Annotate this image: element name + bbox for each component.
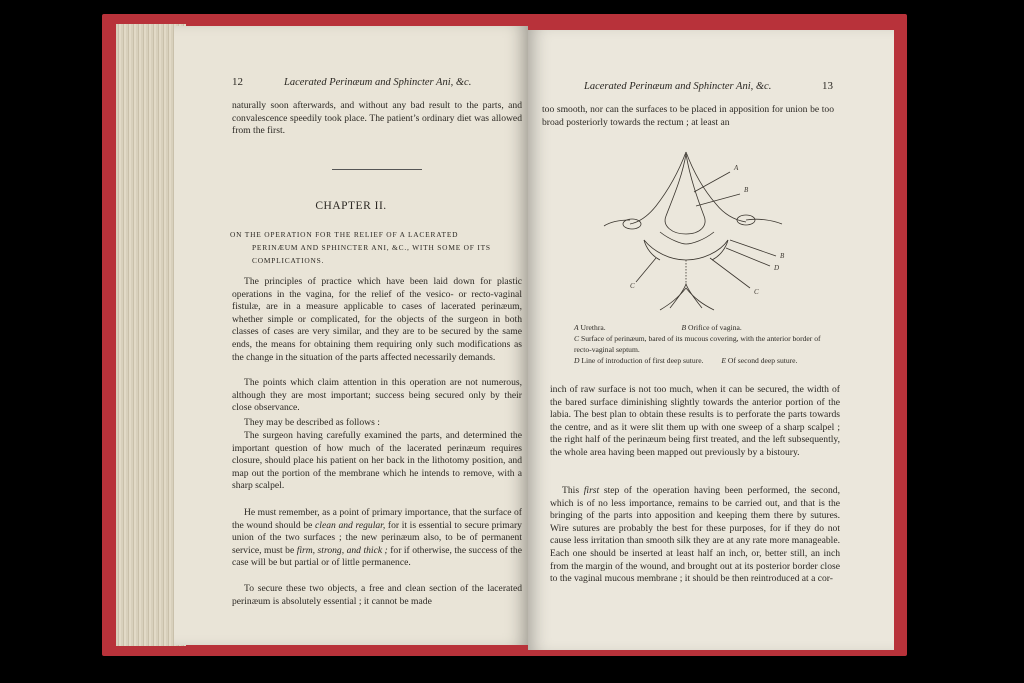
figure-label-d: D bbox=[774, 264, 780, 272]
caption-line-c bbox=[574, 333, 836, 355]
section-rule bbox=[332, 169, 422, 170]
caption-urethra: Urethra. bbox=[580, 323, 606, 332]
right-page-number: 13 bbox=[822, 80, 833, 92]
left-paragraph-4: The surgeon having carefully examined the parts, and determined the important question of how much of the lacerated perinæum requires closure, should place his patient on her back in the lithotomy position, and map out the portion of the membrane which he intends to remove, with a sharp scalpel. bbox=[232, 430, 522, 492]
right-page bbox=[528, 30, 894, 650]
caption-line-a-b bbox=[574, 322, 874, 333]
left-paragraph-5-emphasis-1: clean and regular, bbox=[315, 519, 386, 531]
left-paragraph-5-b: for it is essential to secure primary union of the two surfaces ; the new perinæum also, to be of permanent service, must be bbox=[232, 519, 522, 556]
left-paragraph-5 bbox=[232, 507, 522, 570]
caption-perineum: Surface of perinæum, bared of its mucous covering, with the anterior border of recto-vaginal septum. bbox=[574, 334, 821, 354]
left-page-number: 12 bbox=[232, 76, 243, 88]
left-paragraph-5-emphasis-2: firm, strong, and thick ; bbox=[296, 544, 388, 556]
caption-letter-b: B bbox=[681, 323, 687, 332]
caption-letter-a: A bbox=[574, 323, 579, 332]
left-paragraph-3: They may be described as follows : bbox=[244, 417, 380, 428]
caption-line-d-e bbox=[574, 355, 874, 366]
caption-second-suture: Of second deep suture. bbox=[727, 356, 798, 365]
right-paragraph-2 bbox=[550, 485, 840, 586]
chapter-subtitle-line-2: PERINÆUM AND SPHINCTER ANI, &C., WITH SOME OF ITS bbox=[252, 243, 491, 252]
right-paragraph-1: inch of raw surface is not too much, when it can be secured, the width of the bared surface diminishing slightly towards the anterior portion of the labia. The best plan to obtain these results is to perforate the parts towards the centre, and as it were slit them up with one sweep of a sharp scalpel ; the right half of the perinæum being first treated, and the left subsequently, the whole area having been mapped out previously by a bistoury. bbox=[550, 384, 840, 458]
left-paragraph-1: The principles of practice which have been laid down for plastic operations in the vagina, for the relief of the vesico- or recto-vaginal fistulæ, are in a measure applicable to cases of lacerated perinæum, whether simple or complicated, for the objects of the surgeon in both classes of cases are very similar, and they are to be secured by the same ends, the means for obtaining them requiring only such modifications as the change in the situation of the parts affected necessarily demands. bbox=[232, 276, 522, 363]
chapter-subtitle-line-1: ON THE OPERATION FOR THE RELIEF OF A LACERATED bbox=[230, 230, 459, 239]
caption-first-suture: Line of introduction of first deep suture. bbox=[581, 356, 704, 365]
right-paragraph-2-a: This bbox=[562, 485, 580, 496]
chapter-subtitle-line-3: COMPLICATIONS. bbox=[252, 256, 325, 265]
left-running-title: Lacerated Perinæum and Sphincter Ani, &c. bbox=[284, 77, 472, 88]
figure-label-c-left: C bbox=[630, 282, 635, 290]
figure-label-b-top: B bbox=[744, 186, 749, 194]
left-paragraph-6: To secure these two objects, a free and clean section of the lacerated perinæum is absolutely essential ; it cannot be made bbox=[232, 583, 522, 607]
chapter-subtitle bbox=[230, 228, 520, 267]
chapter-title: CHAPTER II. bbox=[315, 200, 387, 212]
caption-letter-c: C bbox=[574, 334, 580, 343]
caption-letter-d: D bbox=[574, 356, 580, 365]
right-running-title: Lacerated Perinæum and Sphincter Ani, &c. bbox=[584, 81, 772, 92]
left-paragraph-5-a: He must remember, as a point of primary importance, that the surface of the wound should be bbox=[232, 507, 522, 531]
right-paragraph-2-b: step of the operation having been performed, the second, which is of no less importance, remains to be carried out, and that is the bringing of the parts into apposition and keeping them there by sutures. Wire sutures are probably the best for these purposes, for if they do not cause less irritation than smooth silk they are at any rate more manageable. Each one should be inserted at least half an inch, or, better still, an inch from the margin of the wound, and brought out at its posterior border close to the vaginal mucous membrane ; it should be then reintroduced at a cor- bbox=[550, 485, 840, 585]
right-paragraph-2-emphasis: first bbox=[583, 485, 600, 496]
caption-letter-e: E bbox=[721, 356, 726, 365]
figure-label-b-bottom: B bbox=[780, 252, 785, 260]
left-paragraph-2: The points which claim attention in this operation are not numerous, although they are most important; success being secured only by their close observance. bbox=[232, 377, 522, 414]
anatomical-figure bbox=[600, 148, 820, 316]
figure-label-c-right: C bbox=[754, 288, 759, 296]
right-top-text: too smooth, nor can the surfaces to be placed in apposition for union be too broad posteriorly towards the rectum ; at least an bbox=[542, 104, 834, 128]
figure-label-a: A bbox=[734, 164, 739, 172]
left-page bbox=[174, 26, 528, 645]
left-opening-text: naturally soon afterwards, and without any bad result to the parts, and convalescence speedily took place. The patient’s ordinary diet was allowed from the first. bbox=[232, 100, 522, 137]
left-paragraph-5-c: for if otherwise, the success of the case will be but partial or of little permanence. bbox=[232, 544, 522, 569]
caption-vagina: Orifice of vagina. bbox=[688, 323, 742, 332]
